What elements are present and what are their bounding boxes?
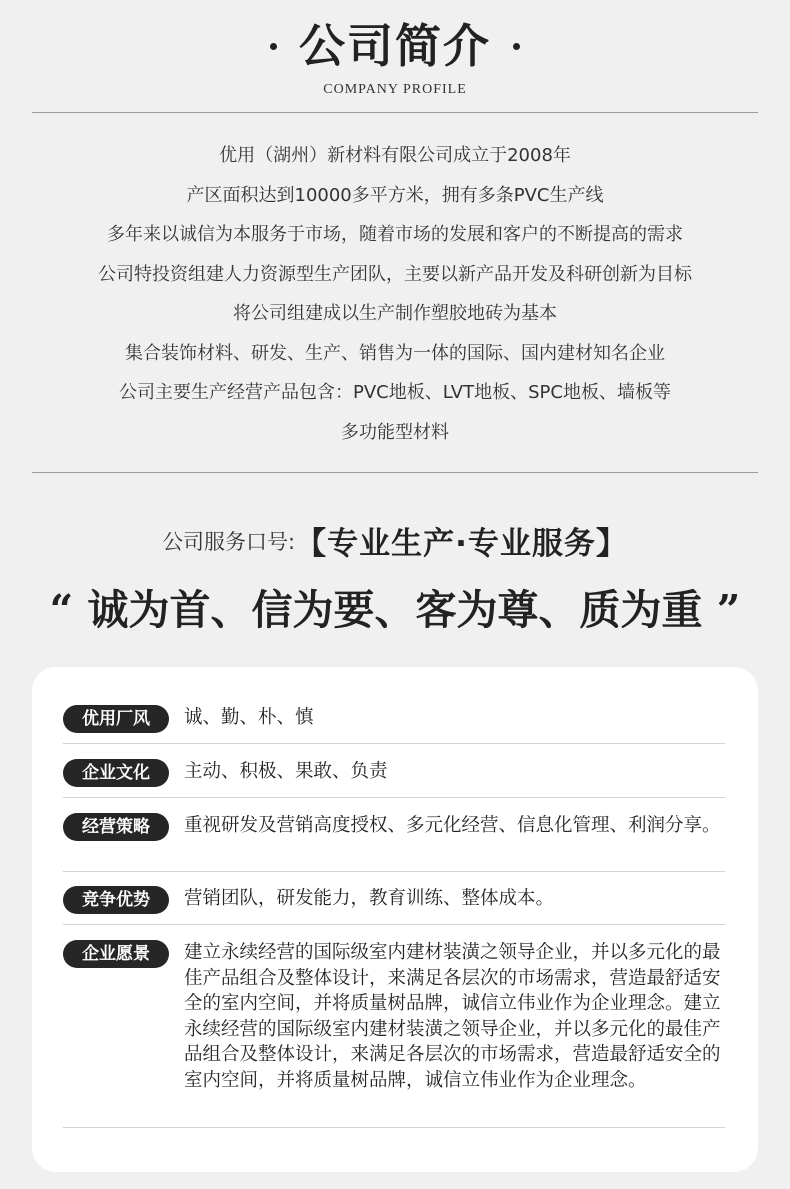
value-item	[63, 813, 725, 872]
middle-divider	[32, 472, 758, 473]
slogan-text: 【专业生产·专业服务】	[295, 526, 628, 562]
value-text: 建立永续经营的国际级室内建材装潢之领导企业，并以多元化的最佳产品组合及整体设计，来满足各层次的市场需求，营造最舒适安全的室内空间，并将质量树品牌，诚信立伟业作为企业理念。建立永续经营的国际级室内建材装潢之领导企业，并以多元化的最佳产品组合及整体设计，来满足各层次的市场需求，营造最舒适安全的室内空间，并将质量树品牌，诚信立伟业作为企业理念。	[184, 942, 721, 1091]
intro-line: 产区面积达到10000多平方米，拥有多条PVC生产线	[186, 184, 604, 206]
slogan-label: 公司服务口号:	[162, 529, 296, 554]
title-dot-left	[270, 43, 277, 50]
intro-line: 多年来以诚信为本服务于市场，随着市场的发展和客户的不断提高的需求	[107, 224, 683, 245]
intro-line: 优用（湖州）新材料有限公司成立于2008年	[219, 145, 571, 166]
intro-line: 将公司组建成以生产制作塑胶地砖为基本	[233, 303, 557, 324]
value-text: 营销团队，研发能力，教育训练、整体成本。	[184, 888, 555, 909]
value-tag: 优用厂风	[63, 705, 169, 733]
value-item	[63, 759, 725, 798]
value-text: 诚、勤、朴、慎	[184, 707, 314, 728]
value-text: 重视研发及营销高度授权、多元化经营、信息化管理、利润分享。	[184, 815, 721, 836]
company-motto: “ 诚为首、信为要、客为尊、质为重 ”	[49, 586, 741, 634]
value-tag: 经营策略	[63, 813, 169, 841]
page-subtitle: COMPANY PROFILE	[323, 82, 467, 97]
top-divider	[32, 112, 758, 113]
value-text: 主动、积极、果敢、负责	[184, 761, 388, 782]
intro-line: 公司特投资组建人力资源型生产团队，主要以新产品开发及科研创新为目标	[98, 263, 692, 285]
value-item	[63, 705, 725, 744]
value-item	[63, 886, 725, 925]
page-title: 公司简介	[299, 19, 491, 73]
value-tag: 企业文化	[63, 759, 169, 787]
title-row	[0, 16, 790, 76]
intro-line: 多功能型材料	[341, 421, 449, 443]
value-tag: 竞争优势	[63, 886, 169, 914]
value-item	[63, 940, 725, 1128]
title-dot-right	[513, 43, 520, 50]
service-slogan	[0, 518, 790, 563]
intro-line: 公司主要生产经营产品包含：PVC地板、LVT地板、SPC地板、墙板等	[119, 382, 671, 403]
values-card	[32, 667, 758, 1172]
intro-line: 集合装饰材料、研发、生产、销售为一体的国际、国内建材知名企业	[125, 342, 665, 364]
company-intro	[32, 136, 758, 452]
value-tag: 企业愿景	[63, 940, 169, 968]
